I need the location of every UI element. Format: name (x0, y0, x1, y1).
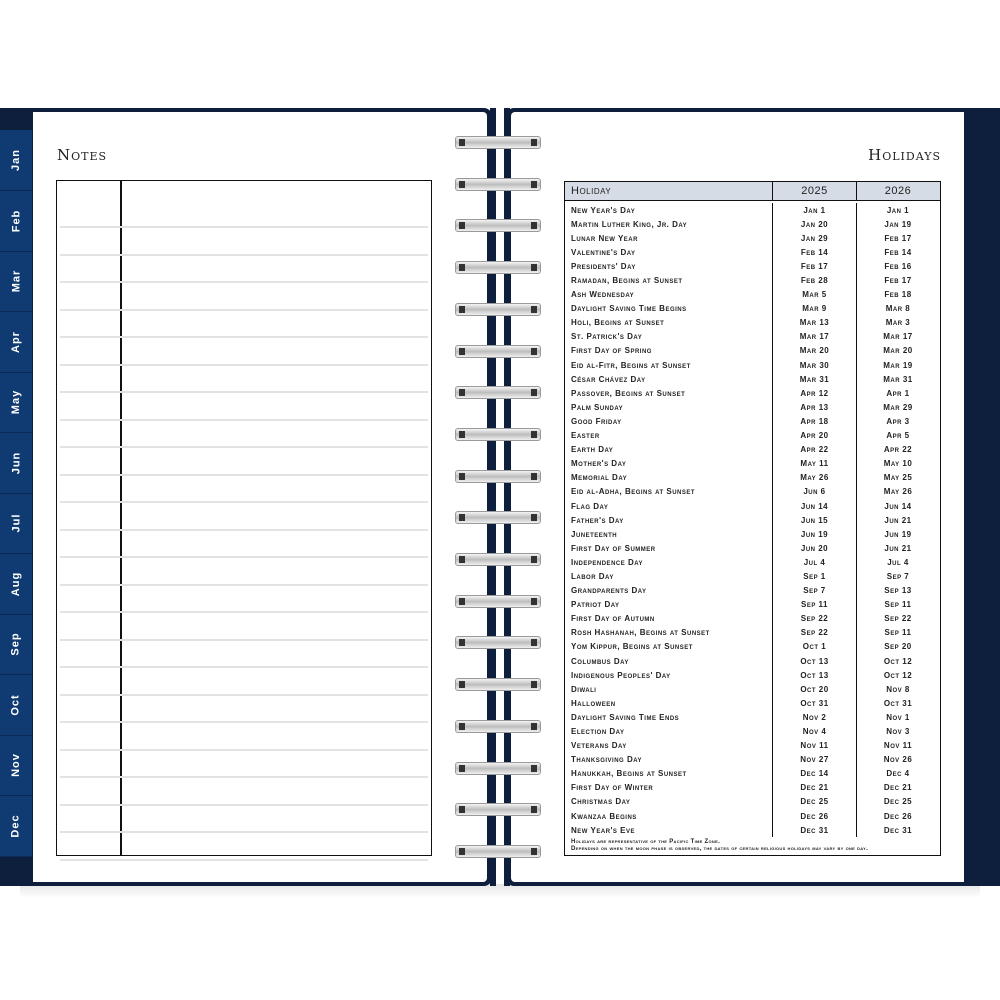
date-2026: Sep 13 (884, 586, 912, 596)
table-row (565, 273, 940, 287)
tab-label: Mar (10, 269, 22, 293)
date-2026: Sep 11 (884, 600, 912, 610)
date-2026: Nov 8 (886, 684, 910, 694)
date-2026: Oct 31 (883, 698, 913, 708)
holiday-name: New Year's Eve (565, 823, 773, 837)
table-row (565, 344, 940, 358)
date-2025: Oct 13 (773, 668, 857, 682)
holiday-name: Labor Day (565, 569, 773, 583)
holiday-name: Patriot Day (565, 598, 773, 612)
date-2025: Jun 14 (773, 499, 857, 513)
date-2025: May 11 (773, 457, 857, 471)
holiday-name: New Year's Day (565, 203, 773, 217)
table-row (565, 245, 940, 259)
tab-jun[interactable] (0, 433, 32, 494)
date-2026: Apr 22 (883, 445, 913, 455)
holiday-name: Halloween (565, 696, 773, 710)
notes-page (33, 112, 487, 882)
date-2025: Mar 30 (773, 358, 857, 372)
spiral-ring (455, 466, 541, 486)
date-2025: Mar 13 (773, 316, 857, 330)
notes-line (60, 694, 428, 696)
date-2025: Jan 29 (773, 231, 857, 245)
table-row (565, 626, 940, 640)
table-row (565, 330, 940, 344)
holiday-name: First Day of Summer (565, 541, 773, 555)
date-2025: Nov 27 (773, 753, 857, 767)
table-row (565, 457, 940, 471)
date-2025: Jun 6 (773, 485, 857, 499)
holiday-name: Daylight Saving Time Begins (565, 302, 773, 316)
date-2026: Oct 12 (883, 656, 913, 666)
table-row (565, 696, 940, 710)
tab-jul[interactable] (0, 493, 32, 554)
spiral-ring (455, 632, 541, 652)
date-2026: Dec 25 (883, 797, 913, 807)
date-2026: Dec 31 (883, 825, 913, 835)
holiday-name: Martin Luther King, Jr. Day (565, 217, 773, 231)
notes-line (60, 804, 428, 806)
notes-line (60, 309, 428, 311)
date-2025: Mar 20 (773, 344, 857, 358)
table-row (565, 795, 940, 809)
tab-nov[interactable] (0, 735, 32, 796)
date-2025: Sep 1 (773, 569, 857, 583)
date-2026: Mar 29 (883, 402, 913, 412)
table-row (565, 555, 940, 569)
holiday-name: Juneteenth (565, 527, 773, 541)
notes-line (60, 556, 428, 558)
table-row (565, 668, 940, 682)
notes-line (60, 474, 428, 476)
spiral-ring (455, 841, 541, 861)
table-row (565, 654, 940, 668)
holiday-name: First Day of Autumn (565, 612, 773, 626)
date-2026: Jan 1 (886, 205, 910, 215)
holidays-page (511, 112, 964, 882)
notes-line (60, 584, 428, 586)
spiral-ring (455, 549, 541, 569)
date-2025: Dec 25 (773, 795, 857, 809)
notes-line (60, 639, 428, 641)
holiday-name: Election Day (565, 724, 773, 738)
spiral-ring (455, 799, 541, 819)
holiday-name: Passover, Begins at Sunset (565, 386, 773, 400)
date-2026: Feb 16 (884, 261, 912, 271)
month-tabs (0, 130, 32, 856)
spiral-ring (455, 424, 541, 444)
notes-line (60, 419, 428, 421)
notes-line (60, 336, 428, 338)
date-2025: Dec 21 (773, 781, 857, 795)
holiday-name: Independence Day (565, 555, 773, 569)
tab-mar[interactable] (0, 251, 32, 312)
date-2026: Jun 21 (884, 543, 912, 553)
table-row (565, 823, 940, 837)
planner-shadow (20, 884, 980, 898)
tab-may[interactable] (0, 372, 32, 433)
date-2026: Mar 3 (885, 318, 911, 328)
date-2026: Mar 19 (883, 360, 913, 370)
spiral-ring (455, 174, 541, 194)
table-body (565, 201, 940, 837)
table-row (565, 443, 940, 457)
date-2025: Apr 12 (773, 386, 857, 400)
spiral-ring (455, 132, 541, 152)
holiday-name: Flag Day (565, 499, 773, 513)
holiday-name: Columbus Day (565, 654, 773, 668)
table-row (565, 316, 940, 330)
date-2025: Nov 2 (773, 710, 857, 724)
tab-dec[interactable] (0, 796, 32, 857)
table-row (565, 682, 940, 696)
date-2026: Nov 3 (886, 727, 910, 737)
table-row (565, 739, 940, 753)
header-2025: 2025 (773, 182, 857, 200)
spiral-ring (455, 382, 541, 402)
date-2026: Mar 8 (885, 304, 911, 314)
holiday-name: St. Patrick's Day (565, 330, 773, 344)
notes-grid[interactable] (56, 180, 432, 856)
tab-label: May (10, 389, 22, 415)
holiday-name: Valentine's Day (565, 245, 773, 259)
tab-jan[interactable] (0, 130, 32, 191)
table-row (565, 809, 940, 823)
table-row (565, 527, 940, 541)
footnote: Holidays are representative of the Pacific Time Zone. (571, 839, 721, 846)
notes-line (60, 391, 428, 393)
page-title: Notes (57, 146, 108, 164)
holiday-name: Indigenous Peoples' Day (565, 668, 773, 682)
notes-line (60, 831, 428, 833)
holiday-name: Father's Day (565, 513, 773, 527)
holiday-name: Memorial Day (565, 471, 773, 485)
holiday-name: Christmas Day (565, 795, 773, 809)
notes-line (60, 281, 428, 283)
date-2025: Apr 22 (773, 443, 857, 457)
date-2026: Feb 18 (884, 290, 912, 300)
date-2026: Feb 17 (884, 233, 912, 243)
table-row (565, 513, 940, 527)
tab-label: Dec (10, 813, 22, 838)
tab-feb[interactable] (0, 191, 32, 252)
tab-label: Jan (10, 149, 22, 171)
holiday-name: Good Friday (565, 414, 773, 428)
date-2025: Sep 22 (773, 626, 857, 640)
notes-line (60, 364, 428, 366)
spiral-ring (455, 758, 541, 778)
date-2026: May 25 (883, 473, 913, 483)
date-2025: Oct 31 (773, 696, 857, 710)
table-header (565, 182, 940, 201)
holiday-name: Ramadan, Begins at Sunset (565, 273, 773, 287)
date-2026: Jul 4 (887, 557, 909, 567)
holiday-name: Daylight Saving Time Ends (565, 710, 773, 724)
date-2026: Dec 21 (883, 783, 913, 793)
notes-line (60, 611, 428, 613)
holiday-name: Hanukkah, Begins at Sunset (565, 767, 773, 781)
tab-aug[interactable] (0, 554, 32, 615)
spiral-ring (455, 341, 541, 361)
table-row (565, 541, 940, 555)
date-2025: Mar 31 (773, 372, 857, 386)
table-row (565, 612, 940, 626)
spiral-ring (455, 716, 541, 736)
date-2025: Dec 26 (773, 809, 857, 823)
tab-label: Feb (10, 209, 22, 232)
holiday-name: Presidents' Day (565, 259, 773, 273)
table-row (565, 302, 940, 316)
table-row (565, 429, 940, 443)
holiday-name: Easter (565, 429, 773, 443)
table-row (565, 724, 940, 738)
holiday-name: Thanksgiving Day (565, 753, 773, 767)
date-2025: Feb 17 (773, 259, 857, 273)
date-2026: Nov 11 (883, 741, 913, 751)
date-2025: Mar 17 (773, 330, 857, 344)
date-2026: Dec 4 (886, 769, 910, 779)
holiday-name: First Day of Winter (565, 781, 773, 795)
table-row (565, 259, 940, 273)
table-row (565, 584, 940, 598)
notes-line (60, 226, 428, 228)
notes-line (60, 529, 428, 531)
holiday-name: Lunar New Year (565, 231, 773, 245)
date-2026: May 26 (883, 487, 913, 497)
table-row (565, 414, 940, 428)
table-row (565, 217, 940, 231)
table-row (565, 231, 940, 245)
date-2025: Oct 1 (773, 640, 857, 654)
holiday-name: First Day of Spring (565, 344, 773, 358)
table-row (565, 598, 940, 612)
date-2025: Jun 15 (773, 513, 857, 527)
holiday-name: Ash Wednesday (565, 288, 773, 302)
date-2026: Feb 17 (884, 276, 912, 286)
tab-label: Aug (9, 571, 22, 596)
page-title: Holidays (868, 146, 941, 164)
tab-label: Jun (10, 451, 22, 474)
header-holiday: Holiday (565, 182, 773, 200)
date-2026: Mar 17 (883, 332, 913, 342)
table-row (565, 288, 940, 302)
table-row (565, 710, 940, 724)
holiday-name: Eid al-Fitr, Begins at Sunset (565, 358, 773, 372)
date-2026: Mar 31 (883, 374, 913, 384)
tab-sep[interactable] (0, 614, 32, 675)
table-row (565, 400, 940, 414)
date-2026: Jun 21 (884, 515, 912, 525)
date-2025: Sep 11 (773, 598, 857, 612)
date-2026: Dec 26 (883, 811, 913, 821)
holiday-name: Grandparents Day (565, 584, 773, 598)
holiday-name: Mother's Day (565, 457, 773, 471)
holiday-name: Palm Sunday (565, 400, 773, 414)
date-2026: Nov 26 (883, 755, 913, 765)
date-2026: Apr 5 (886, 431, 910, 441)
date-2025: Mar 9 (773, 302, 857, 316)
table-row (565, 358, 940, 372)
tab-label: Oct (10, 693, 22, 716)
date-2025: May 26 (773, 471, 857, 485)
date-2026: Sep 22 (884, 614, 912, 624)
notes-line (60, 749, 428, 751)
spiral-ring (455, 591, 541, 611)
spiral-ring (455, 215, 541, 235)
notes-line (60, 254, 428, 256)
date-2025: Oct 20 (773, 682, 857, 696)
holiday-name: Yom Kippur, Begins at Sunset (565, 640, 773, 654)
date-2025: Apr 20 (773, 429, 857, 443)
table-row (565, 781, 940, 795)
holiday-name: César Chávez Day (565, 372, 773, 386)
table-row (565, 640, 940, 654)
spiral-ring (455, 257, 541, 277)
date-2025: Jan 20 (773, 217, 857, 231)
holiday-name: Kwanzaa Begins (565, 809, 773, 823)
date-2025: Feb 14 (773, 245, 857, 259)
table-row (565, 767, 940, 781)
date-2025: Jun 19 (773, 527, 857, 541)
table-row (565, 569, 940, 583)
tab-apr[interactable] (0, 312, 32, 373)
date-2025: Mar 5 (773, 288, 857, 302)
date-2025: Jan 1 (773, 203, 857, 217)
table-row (565, 372, 940, 386)
date-2026: Jan 19 (884, 219, 912, 229)
date-2025: Nov 4 (773, 724, 857, 738)
date-2025: Feb 28 (773, 273, 857, 287)
tab-label: Apr (9, 330, 22, 353)
notes-line (60, 501, 428, 503)
tab-oct[interactable] (0, 675, 32, 736)
table-row (565, 203, 940, 217)
spiral-ring (455, 507, 541, 527)
date-2026: Sep 20 (884, 642, 912, 652)
notes-line (60, 446, 428, 448)
date-2025: Apr 13 (773, 400, 857, 414)
tab-label: Jul (10, 513, 22, 533)
date-2026: Feb 14 (884, 247, 912, 257)
date-2026: Oct 12 (883, 670, 913, 680)
date-2026: Apr 3 (886, 416, 910, 426)
holiday-name: Diwali (565, 682, 773, 696)
date-2025: Sep 22 (773, 612, 857, 626)
holiday-name: Veterans Day (565, 739, 773, 753)
date-2025: Nov 11 (773, 739, 857, 753)
date-2025: Dec 14 (773, 767, 857, 781)
table-row (565, 471, 940, 485)
table-footnotes (565, 837, 940, 855)
date-2025: Sep 7 (773, 584, 857, 598)
spiral-ring (455, 674, 541, 694)
table-row (565, 753, 940, 767)
date-2025: Oct 13 (773, 654, 857, 668)
date-2025: Apr 18 (773, 414, 857, 428)
notes-line (60, 721, 428, 723)
date-2026: Sep 11 (884, 628, 912, 638)
date-2025: Jun 20 (773, 541, 857, 555)
holiday-name: Holi, Begins at Sunset (565, 316, 773, 330)
date-2026: Mar 20 (883, 346, 913, 356)
notes-line (60, 859, 428, 861)
holiday-name: Eid al-Adha, Begins at Sunset (565, 485, 773, 499)
date-2026: Apr 1 (886, 388, 910, 398)
date-2026: May 10 (883, 459, 913, 469)
date-2026: Jun 19 (884, 529, 912, 539)
date-2026: Sep 7 (886, 571, 910, 581)
spiral-ring (455, 299, 541, 319)
date-2026: Nov 1 (886, 712, 910, 722)
tab-label: Nov (10, 753, 22, 777)
header-2026: 2026 (884, 185, 912, 197)
date-2025: Dec 31 (773, 823, 857, 837)
table-row (565, 386, 940, 400)
footnote: Depending on when the moon phase is observed, the dates of certain religious holidays may vary by one day. (571, 845, 869, 852)
holidays-table (564, 181, 941, 856)
tab-label: Sep (10, 632, 22, 656)
notes-line (60, 666, 428, 668)
notes-line (60, 776, 428, 778)
holiday-name: Rosh Hashanah, Begins at Sunset (565, 626, 773, 640)
table-row (565, 499, 940, 513)
date-2026: Jun 14 (884, 501, 912, 511)
table-row (565, 485, 940, 499)
date-2025: Jul 4 (773, 555, 857, 569)
holiday-name: Earth Day (565, 443, 773, 457)
